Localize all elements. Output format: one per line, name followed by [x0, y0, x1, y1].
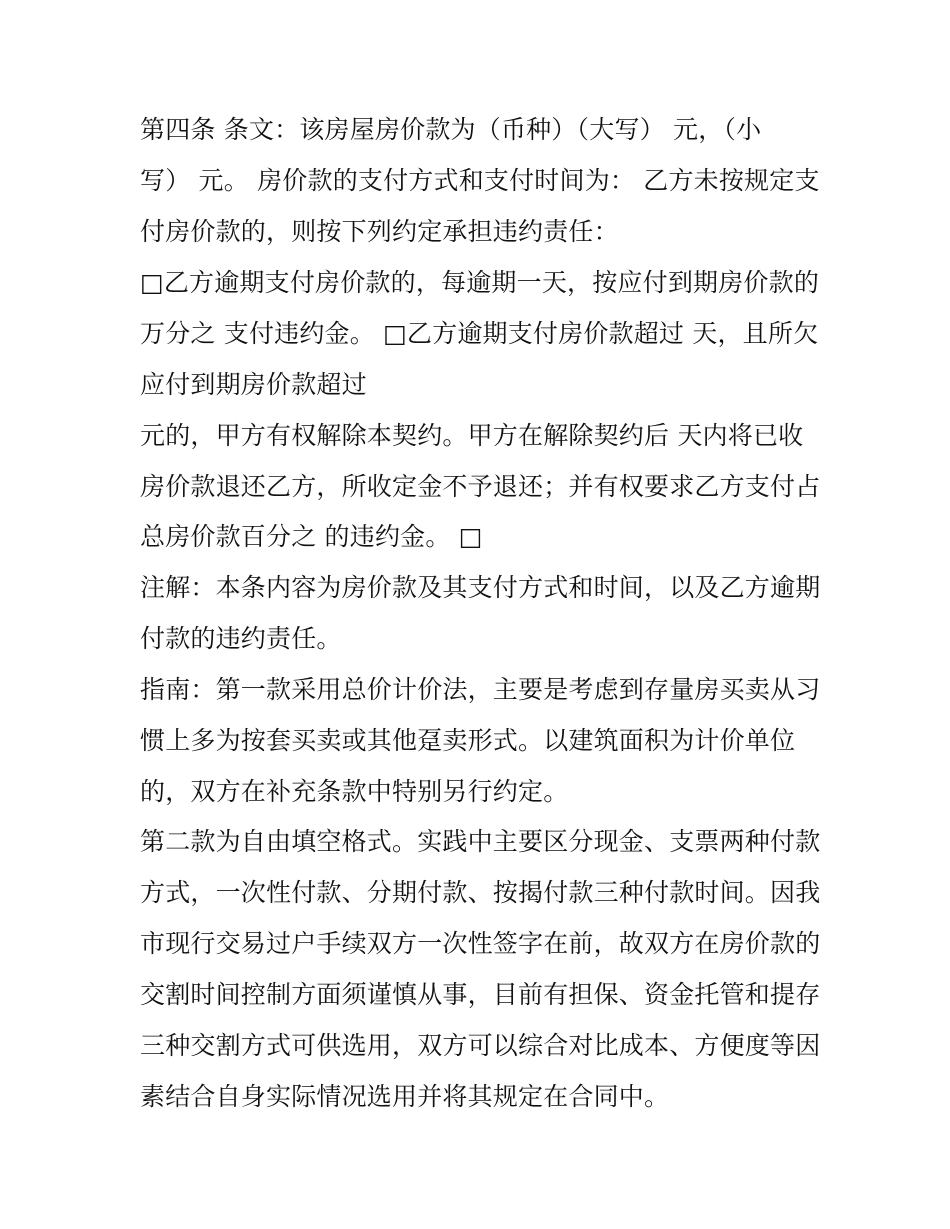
- text-line: 第二款为自由填空格式。实践中主要区分现金、支票两种付款: [140, 827, 821, 856]
- text-line: 第四条 条文：该房屋房价款为（币种）（大写） 元，（小: [140, 115, 762, 144]
- text-line: □乙方逾期支付房价款的，每逾期一天，按应付到期房价款的: [140, 268, 820, 297]
- text-line: 应付到期房价款超过: [140, 370, 367, 399]
- text-line: 交割时间控制方面须谨慎从事，目前有担保、资金托管和提存: [140, 980, 821, 1009]
- text-line: 的，双方在补充条款中特别另行约定。: [140, 777, 569, 806]
- text-line: 指南：第一款采用总价计价法，主要是考虑到存量房买卖从习: [140, 675, 821, 704]
- text-line: 素结合自身实际情况选用并将其规定在合同中。: [140, 1082, 670, 1111]
- text-line: 方式，一次性付款、分期付款、按揭付款三种付款时间。因我: [140, 878, 821, 907]
- text-line: 注解：本条内容为房价款及其支付方式和时间，以及乙方逾期: [140, 573, 821, 602]
- text-line: 付房价款的，则按下列约定承担违约责任：: [140, 217, 619, 246]
- text-line: 三种交割方式可供选用，双方可以综合对比成本、方便度等因: [140, 1031, 821, 1060]
- text-line: 惯上多为按套买卖或其他趸卖形式。以建筑面积为计价单位: [140, 726, 796, 755]
- text-line: 市现行交易过户手续双方一次性签字在前，故双方在房价款的: [140, 929, 821, 958]
- text-line: 总房价款百分之 的违约金。 □: [140, 522, 483, 551]
- text-line: 付款的违约责任。: [140, 624, 342, 653]
- text-line: 万分之 支付违约金。 □乙方逾期支付房价款超过 天，且所欠: [140, 319, 819, 348]
- text-line: 房价款退还乙方，所收定金不予退还；并有权要求乙方支付占: [140, 472, 821, 501]
- text-line: 写） 元。 房价款的支付方式和支付时间为： 乙方未按规定支: [140, 166, 820, 195]
- text-line: 元的，甲方有权解除本契约。甲方在解除契约后 天内将已收: [140, 421, 804, 450]
